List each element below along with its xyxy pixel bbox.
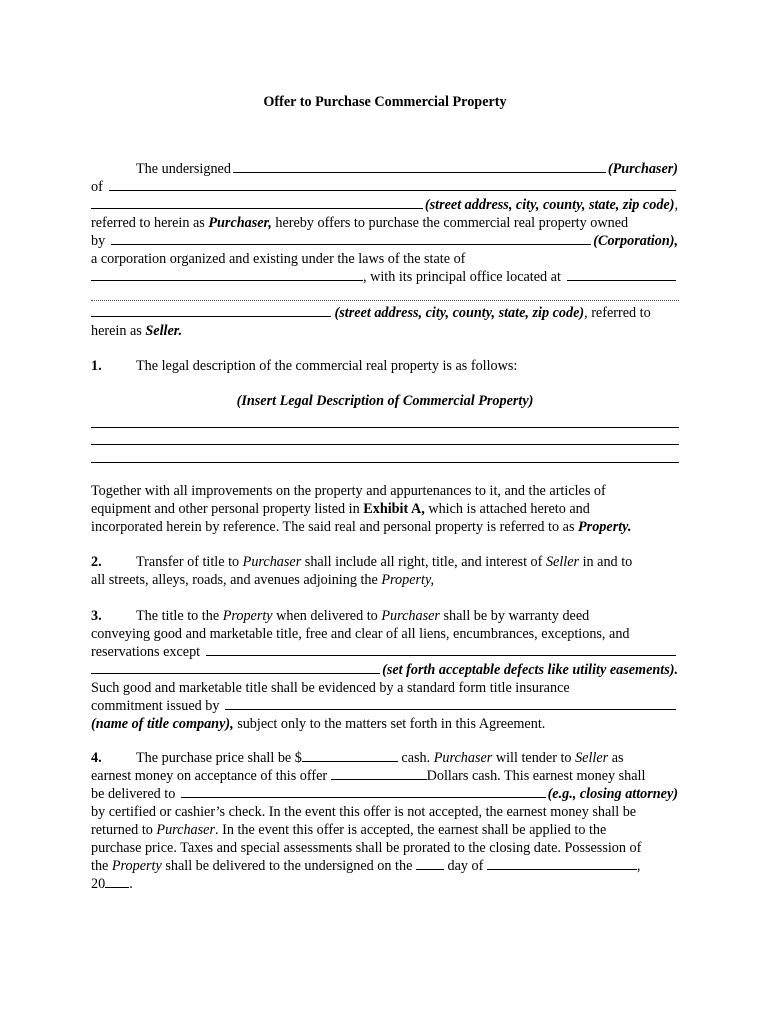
acceptable-defects-tag: (set forth acceptable defects like utility easements). xyxy=(382,662,678,678)
herein-text: herein as xyxy=(91,323,142,339)
s2-l2a: all streets, alleys, roads, and avenues adjoining the xyxy=(91,572,378,588)
s4-l7a: the xyxy=(91,858,109,874)
purchase-price-blank[interactable] xyxy=(302,749,398,762)
s3-l1c: when delivered to xyxy=(276,608,378,624)
principal-office-text: , with its principal office located at xyxy=(363,269,561,285)
seller-defined-term: Seller. xyxy=(145,323,183,339)
intro-by-text: by xyxy=(91,233,106,249)
section-1 xyxy=(91,357,678,375)
s3-l5: Such good and marketable title shall be evidenced by a standard form title insurance xyxy=(91,680,570,696)
s4-l1a: The purchase price shall be $ xyxy=(136,750,302,766)
purchaser-address-blank-1[interactable] xyxy=(109,178,676,191)
s4-l1b: cash. xyxy=(401,750,431,766)
section-3 xyxy=(91,607,678,733)
intro-of-text: of xyxy=(91,179,103,195)
possession-month-blank[interactable] xyxy=(487,857,637,870)
possession-year-blank[interactable] xyxy=(105,875,129,888)
legal-description-line-2[interactable] xyxy=(91,444,679,445)
s2-property: Property, xyxy=(381,572,435,588)
s3-l3: reservations except xyxy=(91,644,201,660)
property-defined-term: Property. xyxy=(578,519,632,535)
s3-l6: commitment issued by xyxy=(91,698,220,714)
principal-office-blank[interactable] xyxy=(567,268,676,281)
together-line-1: Together with all improvements on the property and appurtenances to it, and the articles of xyxy=(91,483,606,499)
together-paragraph xyxy=(91,482,678,536)
acceptable-defects-blank-1[interactable] xyxy=(206,643,676,656)
section-1-text: The legal description of the commercial real property is as follows: xyxy=(136,358,518,374)
s4-l2a: earnest money on acceptance of this offer xyxy=(91,768,328,784)
purchaser-address-tag: (street address, city, county, state, zip code) xyxy=(424,197,675,213)
purchaser-tag: (Purchaser) xyxy=(607,161,678,177)
s3-l7-tail: subject only to the matters set forth in this Agreement. xyxy=(237,716,546,732)
s2-seller: Seller xyxy=(545,554,580,570)
s2-l1e: in and to xyxy=(582,554,633,570)
s2-purchaser: Purchaser xyxy=(242,554,302,570)
purchaser-address-blank-2[interactable] xyxy=(91,196,423,209)
together-line-3a: incorporated herein by reference. The said real and personal property is referred to as xyxy=(91,519,575,535)
s4-l5-purchaser: Purchaser xyxy=(156,822,215,838)
seller-address-tag: (street address, city, county, state, zip code) xyxy=(334,305,585,321)
purchaser-address-tail: , xyxy=(674,197,678,213)
section-3-number: 3. xyxy=(91,608,102,624)
s4-l3a: be delivered to xyxy=(91,786,176,802)
purchaser-defined-term: Purchaser, xyxy=(208,215,272,231)
purchaser-name-blank[interactable] xyxy=(233,160,606,173)
s4-seller: Seller xyxy=(575,750,609,766)
s4-l4: by certified or cashier’s check. In the event this offer is not accepted, the earnest money shall be xyxy=(91,804,637,820)
exhibit-a-term: Exhibit A, xyxy=(363,501,425,517)
s4-l7-property: Property xyxy=(111,858,162,874)
corporation-name-blank[interactable] xyxy=(111,232,591,245)
s4-l1d: will tender to xyxy=(495,750,572,766)
s4-l8a: 20 xyxy=(91,876,106,892)
earnest-delivery-blank[interactable] xyxy=(181,785,545,798)
corporation-tag: (Corporation), xyxy=(593,233,678,249)
s2-l1c: shall include all right, title, and interest of xyxy=(304,554,543,570)
earnest-money-blank[interactable] xyxy=(331,767,427,780)
document-title: Offer to Purchase Commercial Property xyxy=(263,94,507,110)
s4-l5a: returned to xyxy=(91,822,153,838)
together-line-2a: equipment and other personal property listed in xyxy=(91,501,360,517)
acceptable-defects-blank-2[interactable] xyxy=(91,661,380,674)
section-1-number: 1. xyxy=(91,358,102,374)
intro-paragraph xyxy=(91,160,678,340)
referred-text-a: referred to herein as xyxy=(91,215,205,231)
section-2 xyxy=(91,553,678,589)
s4-purchaser: Purchaser xyxy=(433,750,493,766)
together-line-2c: which is attached hereto and xyxy=(428,501,590,517)
title-company-tag: (name of title company), xyxy=(91,716,234,732)
closing-attorney-tag: (e.g., closing attorney) xyxy=(547,786,678,802)
s4-l7c: shall be delivered to the undersigned on the xyxy=(165,858,413,874)
legal-description-line-1[interactable] xyxy=(91,427,679,428)
legal-description-line-3[interactable] xyxy=(91,462,679,463)
s3-property: Property xyxy=(222,608,273,624)
s4-l5c: . In the event this offer is accepted, the earnest shall be applied to the xyxy=(215,822,607,838)
intro-undersigned-text: The undersigned xyxy=(136,161,231,177)
possession-day-blank[interactable] xyxy=(416,857,444,870)
s4-l7d: day of xyxy=(447,858,484,874)
seller-address-line xyxy=(91,300,679,301)
s4-l8b: . xyxy=(129,876,133,892)
s3-l2: conveying good and marketable title, free and clear of all liens, encumbrances, exceptions, and xyxy=(91,626,630,642)
state-blank[interactable] xyxy=(91,268,363,281)
seller-address-blank[interactable] xyxy=(91,304,331,317)
legal-description-heading: (Insert Legal Description of Commercial Property) xyxy=(236,393,534,409)
s4-l2b: Dollars cash. This earnest money shall xyxy=(426,768,646,784)
s3-l1a: The title to the xyxy=(136,608,220,624)
s4-l7e: , xyxy=(636,858,641,874)
s4-l1f: as xyxy=(611,750,624,766)
corporation-state-text: a corporation organized and existing under the laws of the state of xyxy=(91,251,466,267)
s4-l6: purchase price. Taxes and special assessments shall be prorated to the closing date. Possession of xyxy=(91,840,642,856)
s3-purchaser: Purchaser xyxy=(381,608,440,624)
s3-l1e: shall be by warranty deed xyxy=(443,608,590,624)
seller-address-tail: , referred to xyxy=(584,305,651,321)
section-4-number: 4. xyxy=(91,750,102,766)
section-2-number: 2. xyxy=(91,554,102,570)
s2-l1a: Transfer of title to xyxy=(136,554,240,570)
section-4 xyxy=(91,749,678,893)
title-company-blank[interactable] xyxy=(225,697,676,710)
referred-text-c: hereby offers to purchase the commercial real property owned xyxy=(275,215,629,231)
